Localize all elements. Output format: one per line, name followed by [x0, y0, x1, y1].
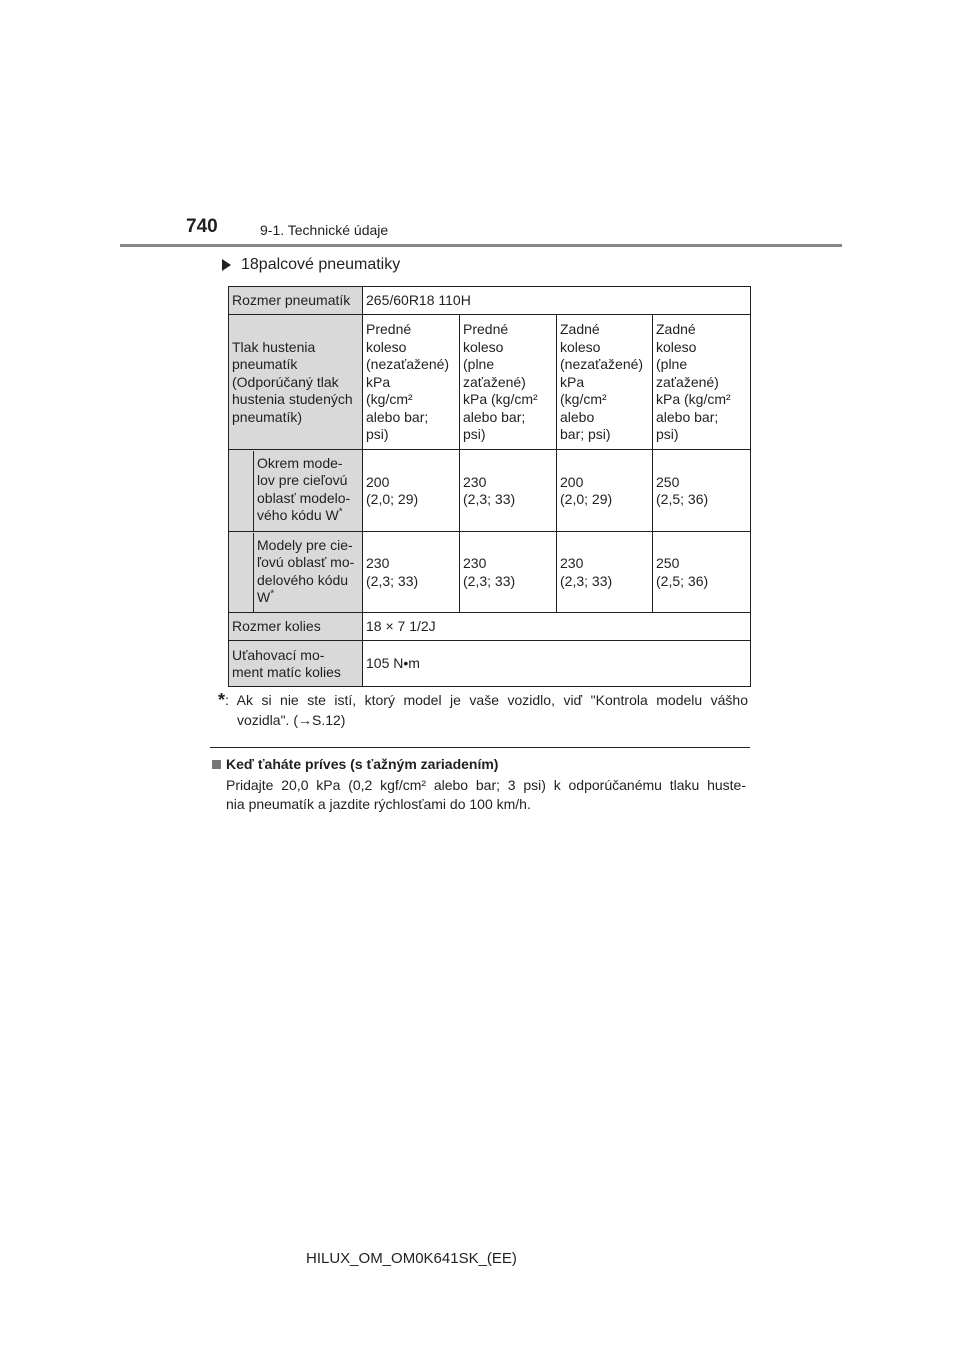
- arrow-right-icon: [222, 259, 231, 271]
- tire-size-value: 265/60R18 110H: [363, 287, 751, 315]
- tire-size-label: Rozmer pneumatík: [229, 287, 363, 315]
- table-cell: 200 (2,0; 29): [363, 450, 460, 532]
- wheel-size-value: 18 × 7 1/2J: [363, 613, 751, 641]
- footnote-marker: *: [270, 588, 275, 600]
- section-title: 9-1. Technické údaje: [260, 222, 389, 238]
- square-bullet-icon: [212, 760, 221, 769]
- note-body-line: nia pneumatík a jazdite rýchlosťami do 100 km/h.: [226, 796, 531, 812]
- table-row: [229, 613, 751, 641]
- table-row: [229, 450, 751, 532]
- tire-pressure-table: [228, 286, 751, 687]
- page-number: 740: [186, 216, 218, 237]
- subheading: [222, 256, 400, 274]
- table-cell: 250 (2,5; 36): [653, 532, 751, 613]
- table-row: [229, 532, 751, 613]
- table-row: [229, 641, 751, 687]
- footnote: [218, 690, 748, 730]
- table-cell: 250 (2,5; 36): [653, 450, 751, 532]
- row-label-non-w: Okrem mode- lov pre cieľovú oblasť modelo- vého kódu W: [257, 454, 351, 523]
- footnote-star: *: [218, 690, 226, 710]
- col-header-front-unloaded: Predné koleso (nezaťažené) kPa (kg/cm² alebo bar; psi): [363, 315, 460, 450]
- footnote-marker: *: [338, 506, 343, 518]
- col-header-front-loaded: Predné koleso (plne zaťažené) kPa (kg/cm² alebo bar; psi): [460, 315, 557, 450]
- note-body: [226, 776, 746, 814]
- table-cell: 230 (2,3; 33): [557, 532, 653, 613]
- header-rule: [120, 244, 842, 247]
- document-code: HILUX_OM_OM0K641SK_(EE): [306, 1250, 517, 1267]
- wheel-size-label: Rozmer kolies: [229, 613, 363, 641]
- table-row: [229, 287, 751, 315]
- col-header-rear-unloaded: Zadné koleso (nezaťažené) kPa (kg/cm² alebo bar; psi): [557, 315, 653, 450]
- section-divider: [210, 747, 750, 748]
- footnote-text: : Ak si nie ste istí, ktorý model je vaše vozidlo, viď "Kontrola modelu vášho: [225, 692, 748, 708]
- pressure-label: Tlak hustenia pneumatík (Odporúčaný tlak hustenia studených pneumatík): [229, 315, 363, 450]
- table-row: [229, 315, 751, 450]
- table-cell: 230 (2,3; 33): [460, 450, 557, 532]
- table-cell: 200 (2,0; 29): [557, 450, 653, 532]
- col-header-rear-loaded: Zadné koleso (plne zaťažené) kPa (kg/cm² alebo bar; psi): [653, 315, 751, 450]
- torque-value: 105 N•m: [363, 641, 751, 687]
- note-heading: [212, 756, 498, 772]
- torque-label: Uťahovací mo- ment matíc kolies: [229, 641, 363, 687]
- subheading-text: 18palcové pneumatiky: [241, 256, 401, 273]
- table-cell: 230 (2,3; 33): [460, 532, 557, 613]
- note-body-line: Pridajte 20,0 kPa (0,2 kgf/cm² alebo bar; 3 psi) k odporúčanému tlaku huste-: [226, 777, 746, 793]
- note-heading-text: Keď ťaháte príves (s ťažným zariadením): [226, 756, 499, 772]
- row-label-w: Modely pre cie- ľovú oblasť mo- delového kódu W: [257, 536, 355, 605]
- footnote-text-continued: vozidla". (→S.12): [237, 712, 346, 728]
- table-cell: 230 (2,3; 33): [363, 532, 460, 613]
